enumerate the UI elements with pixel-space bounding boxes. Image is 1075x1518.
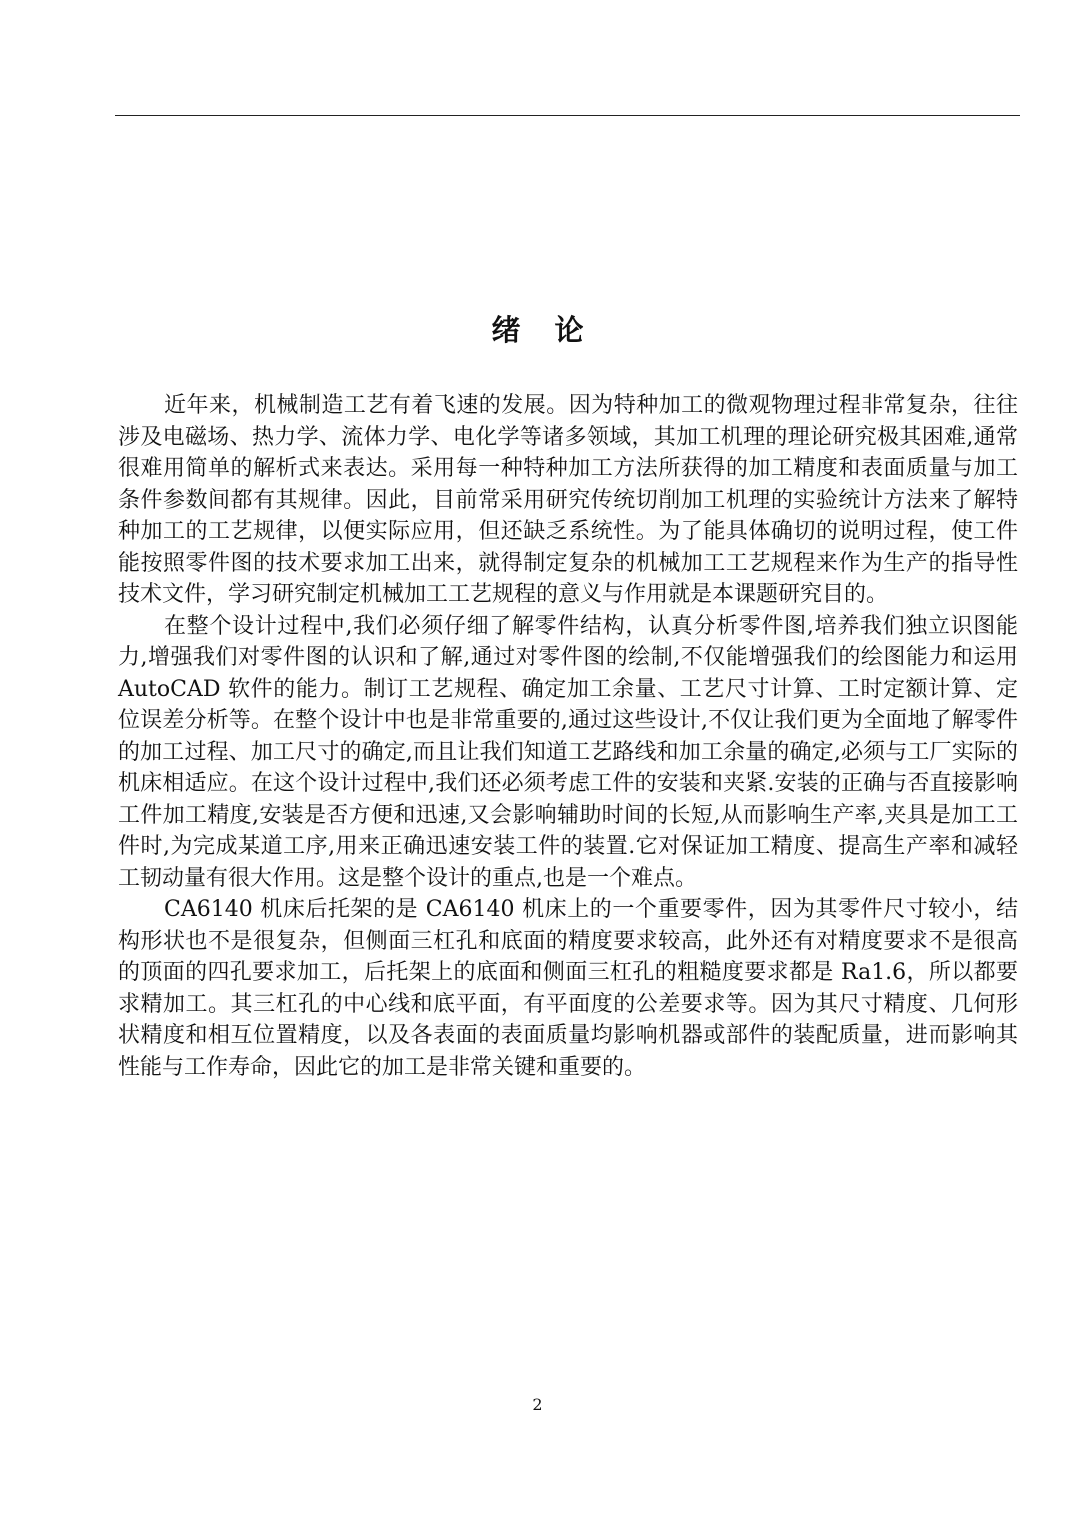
title-char-2: 论 [554,313,584,347]
paragraph-1: 近年来，机械制造工艺有着飞速的发展。因为特种加工的微观物理过程非常复杂，往往涉及电磁场、热力学、流体力学、电化学等诸多领域，其加工机理的理论研究极其困难,通常很难用简单的解析式来表达。采用每一种特种加工方法所获得的加工精度和表面质量与加工条件参数间都有其规律。因此，目前常采用研究传统切削加工机理的实验统计方法来了解特种加工的工艺规律，以便实际应用，但还缺乏系统性。为了能具体确切的说明过程，使工件能按照零件图的技术要求加工出来，就得制定复杂的机械加工工艺规程来作为生产的指导性技术文件，学习研究制定机械加工工艺规程的意义与作用就是本课题研究目的。 [118,393,1018,607]
title-char-1: 绪 [491,313,521,347]
paragraph-2: 在整个设计过程中,我们必须仔细了解零件结构，认真分析零件图,培养我们独立识图能力,增强我们对零件图的认识和了解,通过对零件图的绘制,不仅能增强我们的绘图能力和运用 AutoCAD 软件的能力。制订工艺规程、确定加工余量、工艺尺寸计算、工时定额计算、定位误差分析等。在整个设计中也是非常重要的,通过这些设计,不仅让我们更为全面地了解零件的加工过程、加工尺寸的确定,而且让我们知道工艺路线和加工余量的确定,必须与工厂实际的机床相适应。在这个设计过程中,我们还必须考虑工件的安装和夹紧.安装的正确与否直接影响工件加工精度,安装是否方便和迅速,又会影响辅助时间的长短,从而影响生产率,夹具是加工工件时,为完成某道工序,用来正确迅速安装工件的装置.它对保证加工精度、提高生产率和减轻工韧动量有很大作用。这是整个设计的重点,也是一个难点。 [118,613,1018,891]
page-number: 2 [532,1395,543,1414]
paragraph-3: CA6140 机床后托架的是 CA6140 机床上的一个重要零件，因为其零件尺寸较小，结构形状也不是很复杂，但侧面三杠孔和底面的精度要求较高，此外还有对精度要求不是很高的顶面的四孔要求加工，后托架上的底面和侧面三杠孔的粗糙度要求都是 Ra1.6，所以都要求精加工。其三杠孔的中心线和底平面，有平面度的公差要求等。因为其尺寸精度、几何形状精度和相互位置精度，以及各表面的表面质量均影响机器或部件的装配质量，进而影响其性能与工作寿命，因此它的加工是非常关键和重要的。 [118,897,1018,1080]
body-text [118,390,1018,1083]
header-rule [115,115,1020,116]
section-title [0,308,1075,352]
